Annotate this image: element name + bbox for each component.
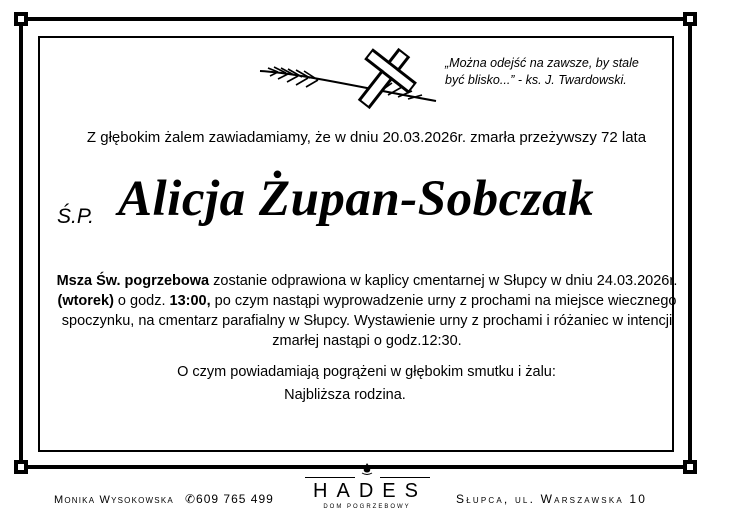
cross-with-palm-icon: [258, 43, 438, 115]
phone-number: ✆609 765 499: [185, 492, 274, 506]
frame-corner: [683, 12, 697, 26]
quote-line: „Można odejść na zawsze, by stale: [445, 56, 639, 70]
logo-subtitle: DOM POGRZEBOWY: [323, 504, 411, 510]
mourners-line: O czym powiadamiają pogrążeni w głębokim smutku i żalu:: [177, 364, 556, 380]
hades-logo: [300, 462, 434, 514]
mass-day: (wtorek): [57, 293, 114, 309]
quote-line: być blisko...” - ks. J. Twardowski.: [445, 73, 627, 87]
mass-text: o godz.: [113, 293, 170, 309]
mass-label: Msza Św. pogrzebowa: [56, 273, 210, 289]
deceased-name: Alicja Żupan-Sobczak: [118, 171, 595, 227]
announcement: Z głębokim żalem zawiadamiamy, że w dniu 20.03.2026r. zmarła przeżywszy 72 lata: [86, 129, 647, 146]
logo-line: [305, 477, 355, 478]
mass-details: [54, 271, 680, 351]
logo-line: [380, 477, 430, 478]
footer: [0, 470, 733, 517]
contact-name: Monika Wysokowska: [54, 494, 174, 506]
mass-text: zostanie odprawiona w kaplicy cmentarnej w Słupcy w dniu 24.03.2026r.: [209, 273, 678, 289]
mass-text: po czym nastąpi wyprowadzenie urny z prochami na miejsce wiecznego spoczynku, na cmentarz parafialny w Słupcy. Wystawienie urny z prochami i różaniec w intencji zmarłej nastąpi o godz.12:30.: [61, 293, 677, 349]
frame-corner: [14, 12, 28, 26]
mass-time: 13:00,: [169, 293, 211, 309]
signature: Najbliższa rodzina.: [284, 387, 406, 403]
address: Słupca, ul. Warszawska 10: [456, 492, 648, 506]
sp-prefix: Ś.P.: [57, 205, 94, 228]
quote: [445, 55, 675, 89]
logo-text: HADES: [313, 480, 427, 502]
flame-icon: [359, 462, 375, 476]
